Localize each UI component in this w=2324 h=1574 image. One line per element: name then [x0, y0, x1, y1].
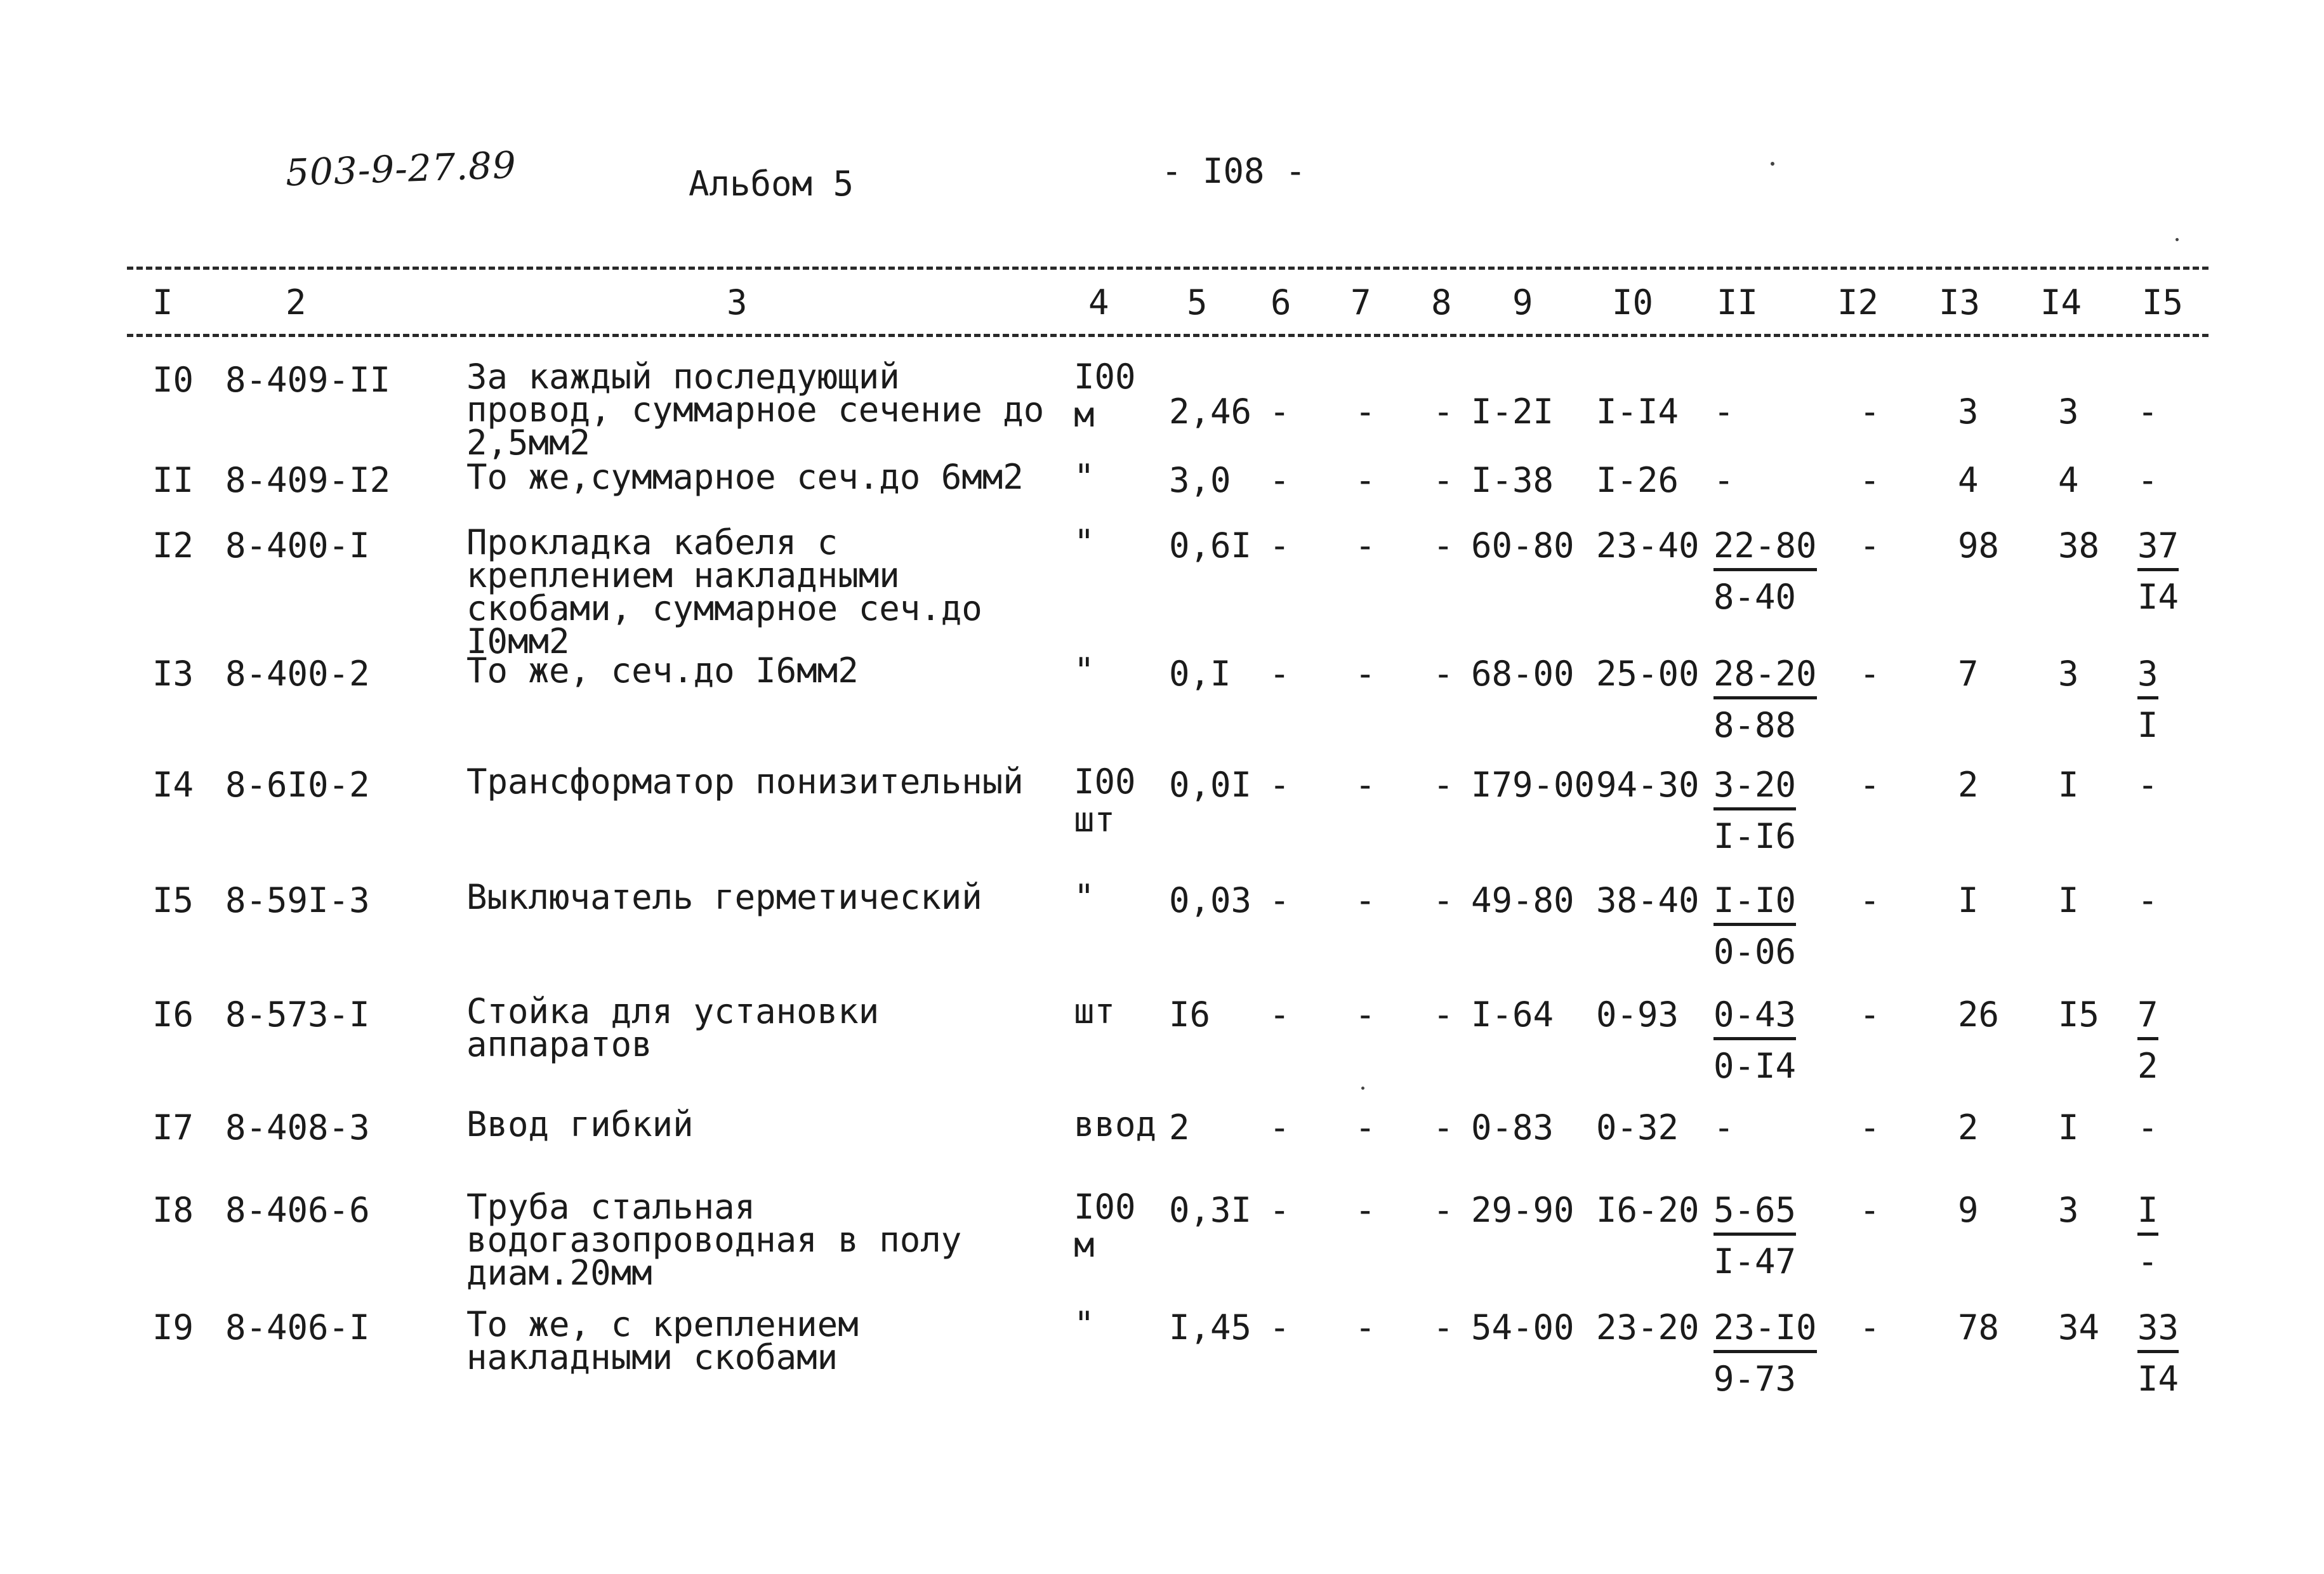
labour-value: 9: [1958, 1190, 1979, 1230]
cost-total: 29-90: [1471, 1190, 1575, 1230]
cell-col15: [2137, 1307, 2179, 1399]
cell-col14: 3: [2058, 392, 2079, 432]
machine-cost-top: 28-20: [1713, 657, 1817, 699]
column-number: 4: [1088, 282, 1109, 322]
quantity: 0,6I: [1169, 526, 1252, 565]
cost-total: 60-80: [1471, 526, 1575, 565]
cell-col14: 38: [2058, 526, 2100, 565]
row-number: I0: [152, 360, 194, 400]
cell-col6: -: [1269, 995, 1290, 1035]
cell-col8: -: [1433, 995, 1454, 1035]
wage-cost: 23-40: [1596, 526, 1700, 565]
cell-col8: -: [1433, 1307, 1454, 1347]
header-rule-bottom: [127, 334, 2208, 337]
cell-col8: -: [1433, 526, 1454, 565]
album-label: Альбом 5: [689, 164, 854, 204]
labour-value: 26: [1958, 995, 2000, 1035]
cell-col7: -: [1355, 460, 1376, 500]
wage-cost: 38-40: [1596, 880, 1700, 920]
cell-col15-top: 7: [2137, 998, 2158, 1040]
cell-col15-bottom: I4: [2137, 577, 2179, 617]
norm-code: 8-408-3: [225, 1108, 370, 1147]
work-description: Ввод гибкий: [466, 1104, 694, 1144]
row-number: I6: [152, 995, 194, 1035]
cost-total: 68-00: [1471, 654, 1575, 694]
norm-code: 8-6I0-2: [225, 765, 370, 805]
cell-col14: I: [2058, 765, 2079, 805]
machine-cost-top: 5-65: [1713, 1193, 1796, 1236]
cell-col6: -: [1269, 1190, 1290, 1230]
cell-col8: -: [1433, 654, 1454, 694]
column-number: I2: [1837, 282, 1879, 322]
cell-col15-bottom: I: [2137, 705, 2158, 745]
cell-col7: -: [1355, 392, 1376, 432]
machine-cost-top: 0-43: [1713, 998, 1796, 1040]
cell-col15-bottom: I4: [2137, 1359, 2179, 1399]
row-number: I8: [152, 1190, 194, 1230]
labour-value: I: [1958, 880, 1979, 920]
labour-value: 98: [1958, 526, 2000, 565]
machine-cost-top: -: [1713, 392, 1734, 432]
machine-cost: [1713, 1190, 1797, 1281]
unit-of-measure: I00 шт: [1074, 762, 1136, 840]
quantity: 3,0: [1169, 460, 1231, 500]
cell-col12: -: [1859, 460, 1880, 500]
machine-cost-top: 3-20: [1713, 768, 1796, 810]
unit-of-measure: шт: [1074, 991, 1116, 1031]
cell-col14: I5: [2058, 995, 2100, 1035]
machine-cost-bottom: 8-88: [1713, 705, 1797, 745]
cell-col15-top: -: [2137, 765, 2158, 805]
cell-col7: -: [1355, 995, 1376, 1035]
quantity: I6: [1169, 995, 1211, 1035]
wage-cost: I-I4: [1596, 392, 1679, 432]
cell-col12: -: [1859, 1190, 1880, 1230]
cell-col8: -: [1433, 880, 1454, 920]
wage-cost: 94-30: [1596, 765, 1700, 805]
column-number: 8: [1431, 282, 1452, 322]
cell-col14: I: [2058, 880, 2079, 920]
header-rule-top: [127, 267, 2208, 270]
cell-col8: -: [1433, 460, 1454, 500]
cell-col15: [2137, 1108, 2158, 1147]
quantity: 2: [1169, 1108, 1190, 1147]
machine-cost: [1713, 654, 1817, 745]
cell-col8: -: [1433, 392, 1454, 432]
cell-col6: -: [1269, 526, 1290, 565]
cell-col14: I: [2058, 1108, 2079, 1147]
cell-col6: -: [1269, 460, 1290, 500]
cell-col6: -: [1269, 392, 1290, 432]
cell-col12: -: [1859, 765, 1880, 805]
labour-value: 78: [1958, 1307, 2000, 1347]
column-number: 7: [1350, 282, 1371, 322]
norm-code: 8-406-I: [225, 1307, 370, 1347]
cell-col12: -: [1859, 995, 1880, 1035]
machine-cost-top: I-I0: [1713, 883, 1796, 926]
cell-col15-top: I: [2137, 1193, 2158, 1236]
cell-col15: [2137, 1190, 2158, 1281]
cell-col8: -: [1433, 1108, 1454, 1147]
work-description: Прокладка кабеля с креплением накладными скобами, суммарное сеч.до I0мм2: [466, 522, 982, 661]
cell-col12: -: [1859, 392, 1880, 432]
column-number: I5: [2142, 282, 2184, 322]
work-description: Выключатель герметический: [466, 877, 982, 917]
cell-col14: 3: [2058, 1190, 2079, 1230]
cost-total: 0-83: [1471, 1108, 1554, 1147]
cell-col7: -: [1355, 880, 1376, 920]
unit-of-measure: ": [1074, 651, 1095, 691]
column-number: 9: [1512, 282, 1533, 322]
cell-col15-top: -: [2137, 880, 2158, 920]
cell-col15-top: -: [2137, 1108, 2158, 1147]
unit-of-measure: I00 м: [1074, 1187, 1136, 1265]
machine-cost-top: 22-80: [1713, 529, 1817, 571]
work-description: Труба стальная водогазопроводная в полу диам.20мм: [466, 1187, 962, 1293]
unit-of-measure: ": [1074, 877, 1095, 917]
cell-col15: [2137, 654, 2158, 745]
cell-col15-top: -: [2137, 460, 2158, 500]
scan-speck: [1361, 1087, 1364, 1090]
document-code: 503-9-27.89: [284, 143, 517, 195]
wage-cost: I6-20: [1596, 1190, 1700, 1230]
unit-of-measure: ": [1074, 457, 1095, 497]
work-description: То же, сеч.до I6мм2: [466, 651, 859, 691]
row-number: I7: [152, 1108, 194, 1147]
quantity: I,45: [1169, 1307, 1252, 1347]
machine-cost-bottom: 8-40: [1713, 577, 1797, 617]
scan-speck: [2175, 238, 2179, 241]
row-number: I5: [152, 880, 194, 920]
cell-col6: -: [1269, 654, 1290, 694]
cell-col6: -: [1269, 1108, 1290, 1147]
labour-value: 3: [1958, 392, 1979, 432]
cost-total: 54-00: [1471, 1307, 1575, 1347]
cost-total: 49-80: [1471, 880, 1575, 920]
cell-col15-top: 33: [2137, 1311, 2179, 1353]
quantity: 0,0I: [1169, 765, 1252, 805]
unit-of-measure: I00 м: [1074, 357, 1136, 435]
machine-cost-top: -: [1713, 460, 1734, 500]
column-number: 5: [1187, 282, 1208, 322]
cell-col15: [2137, 526, 2179, 617]
cell-col12: -: [1859, 654, 1880, 694]
work-description: За каждый последующий провод, суммарное сечение до 2,5мм2: [466, 357, 1045, 463]
wage-cost: 23-20: [1596, 1307, 1700, 1347]
cell-col7: -: [1355, 1307, 1376, 1347]
row-number: I9: [152, 1307, 194, 1347]
machine-cost: [1713, 1108, 1734, 1147]
wage-cost: I-26: [1596, 460, 1679, 500]
machine-cost: [1713, 460, 1734, 500]
cell-col12: -: [1859, 1307, 1880, 1347]
column-number: 3: [727, 282, 748, 322]
column-number: 6: [1271, 282, 1291, 322]
machine-cost: [1713, 765, 1797, 856]
machine-cost-bottom: 9-73: [1713, 1359, 1797, 1399]
cell-col7: -: [1355, 1108, 1376, 1147]
unit-of-measure: ввод: [1074, 1104, 1157, 1144]
cell-col6: -: [1269, 1307, 1290, 1347]
wage-cost: 0-32: [1596, 1108, 1679, 1147]
unit-of-measure: ": [1074, 522, 1095, 562]
machine-cost-bottom: I-47: [1713, 1241, 1797, 1281]
cell-col7: -: [1355, 654, 1376, 694]
machine-cost-top: -: [1713, 1108, 1734, 1147]
labour-value: 7: [1958, 654, 1979, 694]
cell-col12: -: [1859, 1108, 1880, 1147]
norm-code: 8-573-I: [225, 995, 370, 1035]
cell-col14: 3: [2058, 654, 2079, 694]
row-number: I2: [152, 526, 194, 565]
cell-col8: -: [1433, 1190, 1454, 1230]
cell-col15-bottom: -: [2137, 1241, 2158, 1281]
work-description: Трансформатор понизительный: [466, 762, 1024, 802]
row-number: I3: [152, 654, 194, 694]
cell-col15-bottom: 2: [2137, 1046, 2158, 1086]
row-number: I4: [152, 765, 194, 805]
column-number: I: [152, 282, 173, 322]
cell-col15: [2137, 765, 2158, 805]
cell-col6: -: [1269, 765, 1290, 805]
work-description: То же,суммарное сеч.до 6мм2: [466, 457, 1024, 497]
norm-code: 8-400-I: [225, 526, 370, 565]
column-number: I0: [1612, 282, 1654, 322]
machine-cost-top: 23-I0: [1713, 1311, 1817, 1353]
row-number: II: [152, 460, 194, 500]
scan-speck: [1771, 162, 1774, 166]
machine-cost: [1713, 880, 1797, 972]
cell-col15: [2137, 995, 2158, 1086]
wage-cost: 25-00: [1596, 654, 1700, 694]
quantity: 0,I: [1169, 654, 1231, 694]
labour-value: 2: [1958, 765, 1979, 805]
cell-col7: -: [1355, 765, 1376, 805]
cost-total: I-2I: [1471, 392, 1554, 432]
machine-cost: [1713, 995, 1797, 1086]
column-number: I3: [1939, 282, 1981, 322]
norm-code: 8-406-6: [225, 1190, 370, 1230]
norm-code: 8-409-II: [225, 360, 391, 400]
labour-value: 2: [1958, 1108, 1979, 1147]
norm-code: 8-409-I2: [225, 460, 391, 500]
machine-cost-bottom: 0-I4: [1713, 1046, 1797, 1086]
machine-cost-bottom: I-I6: [1713, 816, 1797, 856]
column-number: 2: [286, 282, 307, 322]
cell-col6: -: [1269, 880, 1290, 920]
machine-cost: [1713, 392, 1734, 432]
cell-col15-top: -: [2137, 392, 2158, 432]
norm-code: 8-59I-3: [225, 880, 370, 920]
cell-col15-top: 3: [2137, 657, 2158, 699]
cell-col12: -: [1859, 526, 1880, 565]
machine-cost: [1713, 526, 1817, 617]
labour-value: 4: [1958, 460, 1979, 500]
cell-col14: 34: [2058, 1307, 2100, 1347]
norm-code: 8-400-2: [225, 654, 370, 694]
column-number: II: [1717, 282, 1759, 322]
cell-col15: [2137, 460, 2158, 500]
cell-col12: -: [1859, 880, 1880, 920]
cost-total: I-64: [1471, 995, 1554, 1035]
cell-col15: [2137, 880, 2158, 920]
machine-cost: [1713, 1307, 1817, 1399]
cell-col15: [2137, 392, 2158, 432]
cell-col7: -: [1355, 1190, 1376, 1230]
cost-total: I79-00: [1471, 765, 1595, 805]
work-description: То же, с креплением накладными скобами: [466, 1304, 859, 1377]
work-description: Стойка для установки аппаратов: [466, 991, 880, 1064]
cell-col15-top: 37: [2137, 529, 2179, 571]
cell-col7: -: [1355, 526, 1376, 565]
cell-col14: 4: [2058, 460, 2079, 500]
machine-cost-bottom: 0-06: [1713, 932, 1797, 972]
quantity: 2,46: [1169, 392, 1252, 432]
quantity: 0,3I: [1169, 1190, 1252, 1230]
column-number: I4: [2040, 282, 2082, 322]
cell-col8: -: [1433, 765, 1454, 805]
cost-total: I-38: [1471, 460, 1554, 500]
wage-cost: 0-93: [1596, 995, 1679, 1035]
unit-of-measure: ": [1074, 1304, 1095, 1344]
page-number: - I08 -: [1161, 151, 1306, 191]
quantity: 0,03: [1169, 880, 1252, 920]
